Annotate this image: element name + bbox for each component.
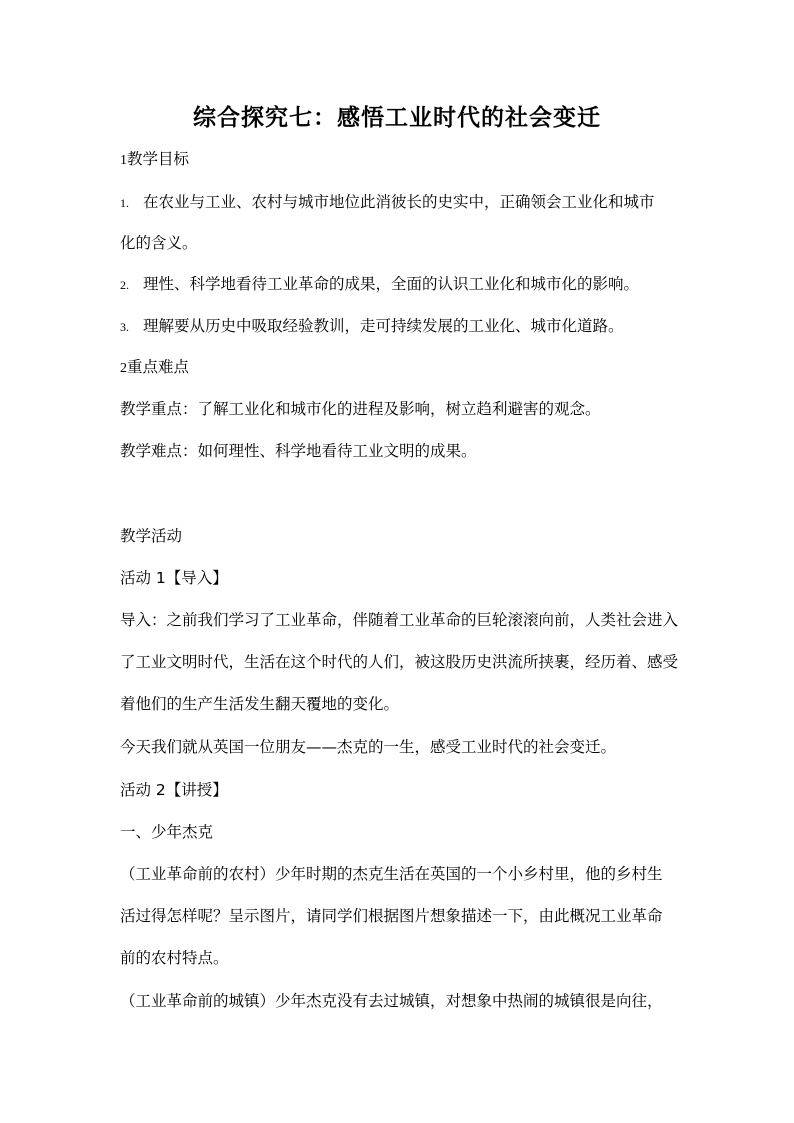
difficult-point-paragraph: 教学难点：如何理性、科学地看待工业文明的成果。	[120, 442, 477, 460]
objective-item-2	[120, 274, 680, 295]
intro-line: 着他们的生产生活发生翻天覆地的变化。	[120, 695, 400, 713]
section-heading-key-points	[120, 357, 680, 379]
part1-line: 活过得怎样呢？呈示图片，请同学们根据图片想象描述一下，由此概况工业革命	[120, 907, 663, 925]
part1-line: （工业革命前的农村）少年时期的杰克生活在英国的一个小乡村里，他的乡村生	[120, 865, 663, 883]
activity1-heading: 活动 1【导入】	[120, 569, 228, 587]
part1-line: 前的农村特点。	[120, 949, 229, 967]
intro-line: 今天我们就从英国一位朋友——杰克的一生，感受工业时代的社会变迁。	[120, 738, 617, 756]
objective-item-3	[120, 316, 680, 337]
objective-text: 理性、科学地看待工业革命的成果，全面的认识工业化和城市化的影响。	[143, 275, 640, 293]
objective-item-1-continued: 化的含义。	[120, 234, 198, 252]
section-heading-objectives	[120, 149, 680, 171]
section-label: 重点难点	[127, 358, 190, 376]
objective-item-1	[120, 192, 680, 213]
objective-text: 理解要从历史中吸取经验教训，走可持续发展的工业化、城市化道路。	[143, 317, 624, 335]
intro-line: 了工业文明时代，生活在这个时代的人们，被这股历史洪流所挟裹，经历着、感受	[120, 653, 679, 671]
activities-heading: 教学活动	[120, 527, 183, 545]
activity2-heading: 活动 2【讲授】	[120, 781, 228, 799]
section-label: 教学目标	[127, 150, 190, 168]
part1-heading: 一、少年杰克	[120, 823, 214, 841]
objective-number: 3.	[120, 320, 129, 334]
objective-number: 2.	[120, 278, 129, 292]
part1-line: （工业革命前的城镇）少年杰克没有去过城镇，对想象中热闹的城镇很是向往，	[120, 992, 663, 1010]
objective-text: 在农业与工业、农村与城市地位此消彼长的史实中，正确领会工业化和城市	[143, 193, 655, 211]
section-number: 1	[120, 153, 127, 168]
objective-number: 1.	[120, 196, 129, 210]
section-number: 2	[120, 361, 127, 376]
document-title: 综合探究七：感悟工业时代的社会变迁	[193, 104, 601, 131]
key-point-paragraph: 教学重点：了解工业化和城市化的进程及影响，树立趋利避害的观念。	[120, 400, 601, 418]
intro-line: 导入：之前我们学习了工业革命，伴随着工业革命的巨轮滚滚向前，人类社会进入	[120, 611, 679, 629]
